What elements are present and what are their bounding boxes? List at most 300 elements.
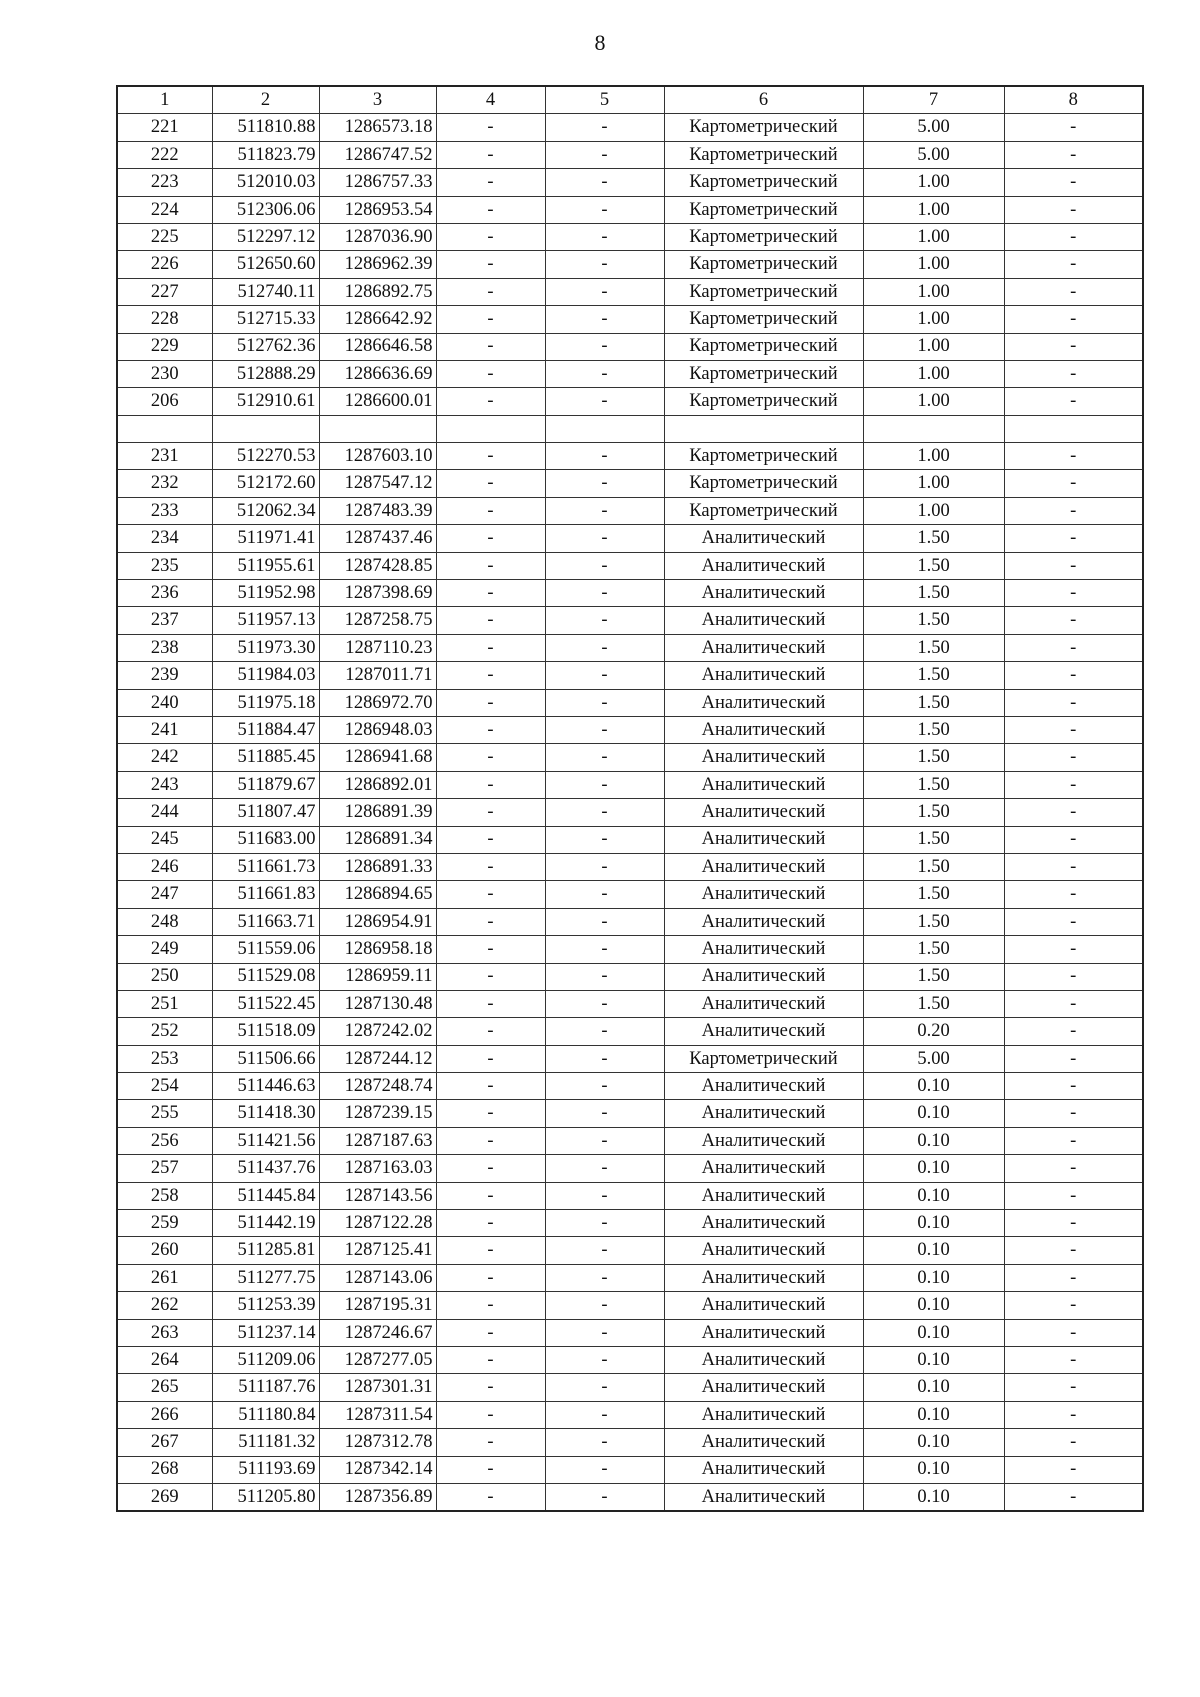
col5-cell: - <box>545 826 664 853</box>
table-row <box>117 1182 1143 1209</box>
x-coordinate-cell: 511559.06 <box>212 936 319 963</box>
table-row <box>117 771 1143 798</box>
col5-cell: - <box>545 1374 664 1401</box>
table-row <box>117 443 1143 470</box>
method-cell: Аналитический <box>664 853 863 880</box>
col4-cell: - <box>436 1264 545 1291</box>
method-cell: Аналитический <box>664 963 863 990</box>
accuracy-cell: 1.00 <box>863 169 1004 196</box>
col5-cell: - <box>545 963 664 990</box>
col8-cell: - <box>1004 333 1143 360</box>
x-coordinate-cell: 512270.53 <box>212 443 319 470</box>
point-number-cell: 223 <box>117 169 212 196</box>
point-number-cell: 263 <box>117 1319 212 1346</box>
method-cell: Аналитический <box>664 1456 863 1483</box>
col4-cell: - <box>436 826 545 853</box>
x-coordinate-cell: 512062.34 <box>212 497 319 524</box>
table-row <box>117 1319 1143 1346</box>
col5-cell: - <box>545 1155 664 1182</box>
point-number-cell: 244 <box>117 799 212 826</box>
point-number-cell: 262 <box>117 1292 212 1319</box>
col8-cell: - <box>1004 1018 1143 1045</box>
y-coordinate-cell: 1287547.12 <box>319 470 436 497</box>
table-row <box>117 662 1143 689</box>
col8-cell: - <box>1004 716 1143 743</box>
col8-cell: - <box>1004 580 1143 607</box>
x-coordinate-cell: 511975.18 <box>212 689 319 716</box>
x-coordinate-cell: 512297.12 <box>212 223 319 250</box>
col4-cell: - <box>436 689 545 716</box>
col4-cell: - <box>436 333 545 360</box>
x-coordinate-cell <box>212 415 319 442</box>
col5-cell: - <box>545 689 664 716</box>
x-coordinate-cell: 511823.79 <box>212 141 319 168</box>
col4-cell: - <box>436 278 545 305</box>
method-cell: Картометрический <box>664 333 863 360</box>
col8-cell: - <box>1004 744 1143 771</box>
point-number-cell: 259 <box>117 1210 212 1237</box>
y-coordinate-cell: 1287110.23 <box>319 634 436 661</box>
method-cell: Аналитический <box>664 1100 863 1127</box>
column-header: 1 <box>117 86 212 114</box>
accuracy-cell: 0.10 <box>863 1401 1004 1428</box>
accuracy-cell: 0.10 <box>863 1292 1004 1319</box>
col5-cell: - <box>545 388 664 415</box>
table-row <box>117 1127 1143 1154</box>
method-cell: Картометрический <box>664 388 863 415</box>
table-row <box>117 114 1143 141</box>
x-coordinate-cell: 511661.73 <box>212 853 319 880</box>
point-number-cell: 228 <box>117 306 212 333</box>
col4-cell: - <box>436 1401 545 1428</box>
accuracy-cell: 1.50 <box>863 744 1004 771</box>
y-coordinate-cell: 1286636.69 <box>319 360 436 387</box>
x-coordinate-cell: 512306.06 <box>212 196 319 223</box>
col5-cell: - <box>545 990 664 1017</box>
col5-cell: - <box>545 552 664 579</box>
col5-cell: - <box>545 1182 664 1209</box>
col4-cell: - <box>436 881 545 908</box>
x-coordinate-cell: 512740.11 <box>212 278 319 305</box>
table-row <box>117 881 1143 908</box>
accuracy-cell: 0.10 <box>863 1346 1004 1373</box>
accuracy-cell <box>863 415 1004 442</box>
accuracy-cell: 1.00 <box>863 360 1004 387</box>
col5-cell: - <box>545 1319 664 1346</box>
point-number-cell: 243 <box>117 771 212 798</box>
method-cell: Аналитический <box>664 1182 863 1209</box>
col4-cell: - <box>436 223 545 250</box>
method-cell: Аналитический <box>664 1483 863 1511</box>
table-row <box>117 716 1143 743</box>
point-number-cell: 249 <box>117 936 212 963</box>
y-coordinate-cell: 1287242.02 <box>319 1018 436 1045</box>
col5-cell: - <box>545 716 664 743</box>
accuracy-cell: 1.50 <box>863 853 1004 880</box>
method-cell: Картометрический <box>664 1045 863 1072</box>
point-number-cell: 236 <box>117 580 212 607</box>
accuracy-cell: 1.50 <box>863 799 1004 826</box>
col4-cell: - <box>436 388 545 415</box>
point-number-cell: 242 <box>117 744 212 771</box>
col8-cell: - <box>1004 881 1143 908</box>
point-number-cell: 239 <box>117 662 212 689</box>
point-number-cell: 238 <box>117 634 212 661</box>
method-cell: Аналитический <box>664 1346 863 1373</box>
col4-cell: - <box>436 1429 545 1456</box>
col4-cell: - <box>436 771 545 798</box>
col4-cell: - <box>436 251 545 278</box>
col4-cell: - <box>436 1155 545 1182</box>
y-coordinate-cell: 1287301.31 <box>319 1374 436 1401</box>
x-coordinate-cell: 512010.03 <box>212 169 319 196</box>
col8-cell: - <box>1004 936 1143 963</box>
col4-cell: - <box>436 936 545 963</box>
x-coordinate-cell: 511952.98 <box>212 580 319 607</box>
y-coordinate-cell: 1287356.89 <box>319 1483 436 1511</box>
col8-cell: - <box>1004 662 1143 689</box>
col4-cell: - <box>436 662 545 689</box>
point-number-cell: 260 <box>117 1237 212 1264</box>
table-row <box>117 963 1143 990</box>
table-row <box>117 826 1143 853</box>
y-coordinate-cell: 1286954.91 <box>319 908 436 935</box>
col5-cell: - <box>545 360 664 387</box>
point-number-cell: 267 <box>117 1429 212 1456</box>
accuracy-cell: 1.50 <box>863 908 1004 935</box>
point-number-cell: 240 <box>117 689 212 716</box>
point-number-cell: 206 <box>117 388 212 415</box>
table-row <box>117 223 1143 250</box>
x-coordinate-cell: 511973.30 <box>212 634 319 661</box>
y-coordinate-cell: 1287125.41 <box>319 1237 436 1264</box>
method-cell: Аналитический <box>664 607 863 634</box>
col4-cell <box>436 415 545 442</box>
y-coordinate-cell: 1286953.54 <box>319 196 436 223</box>
col8-cell: - <box>1004 1045 1143 1072</box>
col4-cell: - <box>436 196 545 223</box>
y-coordinate-cell: 1287398.69 <box>319 580 436 607</box>
col8-cell: - <box>1004 1292 1143 1319</box>
col8-cell: - <box>1004 771 1143 798</box>
accuracy-cell: 0.10 <box>863 1127 1004 1154</box>
method-cell <box>664 415 863 442</box>
col8-cell: - <box>1004 443 1143 470</box>
accuracy-cell: 1.00 <box>863 470 1004 497</box>
y-coordinate-cell: 1287603.10 <box>319 443 436 470</box>
point-number-cell: 252 <box>117 1018 212 1045</box>
col5-cell: - <box>545 1073 664 1100</box>
col5-cell: - <box>545 1264 664 1291</box>
col4-cell: - <box>436 470 545 497</box>
accuracy-cell: 1.00 <box>863 333 1004 360</box>
point-number-cell: 230 <box>117 360 212 387</box>
accuracy-cell: 1.50 <box>863 607 1004 634</box>
table-row <box>117 333 1143 360</box>
method-cell: Аналитический <box>664 1264 863 1291</box>
y-coordinate-cell: 1287187.63 <box>319 1127 436 1154</box>
method-cell: Аналитический <box>664 525 863 552</box>
table-row <box>117 306 1143 333</box>
point-number-cell <box>117 415 212 442</box>
accuracy-cell: 1.50 <box>863 580 1004 607</box>
col8-cell: - <box>1004 607 1143 634</box>
col4-cell: - <box>436 306 545 333</box>
col4-cell: - <box>436 908 545 935</box>
method-cell: Картометрический <box>664 443 863 470</box>
x-coordinate-cell: 511193.69 <box>212 1456 319 1483</box>
point-number-cell: 246 <box>117 853 212 880</box>
col8-cell: - <box>1004 689 1143 716</box>
accuracy-cell: 1.00 <box>863 278 1004 305</box>
accuracy-cell: 1.00 <box>863 388 1004 415</box>
col4-cell: - <box>436 1456 545 1483</box>
col8-cell: - <box>1004 306 1143 333</box>
method-cell: Аналитический <box>664 799 863 826</box>
x-coordinate-cell: 511518.09 <box>212 1018 319 1045</box>
x-coordinate-cell: 511663.71 <box>212 908 319 935</box>
point-number-cell: 265 <box>117 1374 212 1401</box>
column-header: 8 <box>1004 86 1143 114</box>
point-number-cell: 257 <box>117 1155 212 1182</box>
col8-cell: - <box>1004 1483 1143 1511</box>
col4-cell: - <box>436 1182 545 1209</box>
method-cell: Картометрический <box>664 251 863 278</box>
col4-cell: - <box>436 607 545 634</box>
col5-cell: - <box>545 580 664 607</box>
x-coordinate-cell: 512888.29 <box>212 360 319 387</box>
y-coordinate-cell: 1286958.18 <box>319 936 436 963</box>
point-number-cell: 231 <box>117 443 212 470</box>
y-coordinate-cell: 1287244.12 <box>319 1045 436 1072</box>
method-cell: Аналитический <box>664 1374 863 1401</box>
x-coordinate-cell: 511683.00 <box>212 826 319 853</box>
method-cell: Аналитический <box>664 771 863 798</box>
table-row <box>117 525 1143 552</box>
table-header-row <box>117 86 1143 114</box>
col4-cell: - <box>436 1127 545 1154</box>
column-header: 3 <box>319 86 436 114</box>
y-coordinate-cell: 1287311.54 <box>319 1401 436 1428</box>
method-cell: Аналитический <box>664 826 863 853</box>
col4-cell: - <box>436 1483 545 1511</box>
col5-cell: - <box>545 1100 664 1127</box>
col8-cell: - <box>1004 990 1143 1017</box>
point-number-cell: 255 <box>117 1100 212 1127</box>
method-cell: Картометрический <box>664 360 863 387</box>
col5-cell: - <box>545 223 664 250</box>
col4-cell: - <box>436 1018 545 1045</box>
x-coordinate-cell: 511180.84 <box>212 1401 319 1428</box>
method-cell: Аналитический <box>664 936 863 963</box>
col5-cell <box>545 415 664 442</box>
table-row <box>117 1429 1143 1456</box>
table-row <box>117 908 1143 935</box>
col8-cell: - <box>1004 853 1143 880</box>
column-header: 6 <box>664 86 863 114</box>
column-header: 4 <box>436 86 545 114</box>
table-row <box>117 1456 1143 1483</box>
y-coordinate-cell: 1286941.68 <box>319 744 436 771</box>
method-cell: Аналитический <box>664 744 863 771</box>
accuracy-cell: 0.10 <box>863 1182 1004 1209</box>
col4-cell: - <box>436 1045 545 1072</box>
table-row <box>117 1483 1143 1511</box>
column-header: 5 <box>545 86 664 114</box>
col8-cell: - <box>1004 552 1143 579</box>
y-coordinate-cell: 1287437.46 <box>319 525 436 552</box>
col4-cell: - <box>436 580 545 607</box>
accuracy-cell: 0.10 <box>863 1100 1004 1127</box>
x-coordinate-cell: 511971.41 <box>212 525 319 552</box>
method-cell: Аналитический <box>664 1401 863 1428</box>
col4-cell: - <box>436 744 545 771</box>
col4-cell: - <box>436 114 545 141</box>
x-coordinate-cell: 511529.08 <box>212 963 319 990</box>
table-row <box>117 1264 1143 1291</box>
col8-cell: - <box>1004 1210 1143 1237</box>
table-row <box>117 990 1143 1017</box>
table-row <box>117 1346 1143 1373</box>
y-coordinate-cell: 1287122.28 <box>319 1210 436 1237</box>
y-coordinate-cell: 1286757.33 <box>319 169 436 196</box>
col5-cell: - <box>545 251 664 278</box>
col4-cell: - <box>436 1210 545 1237</box>
accuracy-cell: 1.50 <box>863 662 1004 689</box>
method-cell: Аналитический <box>664 1073 863 1100</box>
point-number-cell: 253 <box>117 1045 212 1072</box>
col5-cell: - <box>545 497 664 524</box>
table-row <box>117 497 1143 524</box>
col4-cell: - <box>436 1100 545 1127</box>
y-coordinate-cell: 1286747.52 <box>319 141 436 168</box>
point-number-cell: 221 <box>117 114 212 141</box>
col8-cell: - <box>1004 1237 1143 1264</box>
col4-cell: - <box>436 141 545 168</box>
method-cell: Картометрический <box>664 497 863 524</box>
y-coordinate-cell: 1287246.67 <box>319 1319 436 1346</box>
col5-cell: - <box>545 771 664 798</box>
col5-cell: - <box>545 908 664 935</box>
method-cell: Картометрический <box>664 196 863 223</box>
x-coordinate-cell: 511237.14 <box>212 1319 319 1346</box>
table-row <box>117 1401 1143 1428</box>
point-number-cell: 232 <box>117 470 212 497</box>
x-coordinate-cell: 511506.66 <box>212 1045 319 1072</box>
col8-cell: - <box>1004 360 1143 387</box>
col5-cell: - <box>545 1018 664 1045</box>
accuracy-cell: 1.50 <box>863 771 1004 798</box>
y-coordinate-cell: 1286600.01 <box>319 388 436 415</box>
y-coordinate-cell: 1287143.56 <box>319 1182 436 1209</box>
accuracy-cell: 1.00 <box>863 306 1004 333</box>
col5-cell: - <box>545 278 664 305</box>
accuracy-cell: 5.00 <box>863 114 1004 141</box>
point-number-cell: 237 <box>117 607 212 634</box>
col5-cell: - <box>545 1292 664 1319</box>
col5-cell: - <box>545 141 664 168</box>
x-coordinate-cell: 511661.83 <box>212 881 319 908</box>
col5-cell: - <box>545 607 664 634</box>
col5-cell: - <box>545 443 664 470</box>
y-coordinate-cell: 1287248.74 <box>319 1073 436 1100</box>
y-coordinate-cell: 1287130.48 <box>319 990 436 1017</box>
col4-cell: - <box>436 497 545 524</box>
table-row <box>117 1210 1143 1237</box>
col5-cell: - <box>545 1456 664 1483</box>
col5-cell: - <box>545 1127 664 1154</box>
point-number-cell: 256 <box>117 1127 212 1154</box>
method-cell: Аналитический <box>664 689 863 716</box>
x-coordinate-cell: 511421.56 <box>212 1127 319 1154</box>
table-row <box>117 634 1143 661</box>
col5-cell: - <box>545 169 664 196</box>
method-cell: Аналитический <box>664 1155 863 1182</box>
method-cell: Аналитический <box>664 1237 863 1264</box>
table-row <box>117 607 1143 634</box>
col8-cell: - <box>1004 908 1143 935</box>
col8-cell: - <box>1004 388 1143 415</box>
col5-cell: - <box>545 470 664 497</box>
accuracy-cell: 1.00 <box>863 497 1004 524</box>
col5-cell: - <box>545 1237 664 1264</box>
col8-cell: - <box>1004 1182 1143 1209</box>
col4-cell: - <box>436 1319 545 1346</box>
accuracy-cell: 1.50 <box>863 936 1004 963</box>
col4-cell: - <box>436 1073 545 1100</box>
col4-cell: - <box>436 1374 545 1401</box>
accuracy-cell: 0.10 <box>863 1073 1004 1100</box>
accuracy-cell: 1.50 <box>863 990 1004 1017</box>
accuracy-cell: 5.00 <box>863 141 1004 168</box>
y-coordinate-cell: 1287163.03 <box>319 1155 436 1182</box>
table-row <box>117 470 1143 497</box>
table-row <box>117 278 1143 305</box>
y-coordinate-cell: 1286892.01 <box>319 771 436 798</box>
col4-cell: - <box>436 963 545 990</box>
y-coordinate-cell: 1286962.39 <box>319 251 436 278</box>
col8-cell: - <box>1004 1127 1143 1154</box>
point-number-cell: 226 <box>117 251 212 278</box>
y-coordinate-cell: 1286891.34 <box>319 826 436 853</box>
col4-cell: - <box>436 1237 545 1264</box>
method-cell: Картометрический <box>664 141 863 168</box>
col8-cell: - <box>1004 1374 1143 1401</box>
accuracy-cell: 1.50 <box>863 525 1004 552</box>
y-coordinate-cell: 1286959.11 <box>319 963 436 990</box>
page-number: 8 <box>594 30 606 55</box>
method-cell: Аналитический <box>664 662 863 689</box>
y-coordinate-cell: 1287277.05 <box>319 1346 436 1373</box>
point-number-cell: 261 <box>117 1264 212 1291</box>
x-coordinate-cell: 511807.47 <box>212 799 319 826</box>
x-coordinate-cell: 512762.36 <box>212 333 319 360</box>
method-cell: Картометрический <box>664 470 863 497</box>
table-row <box>117 1237 1143 1264</box>
accuracy-cell: 0.10 <box>863 1155 1004 1182</box>
table-row <box>117 196 1143 223</box>
method-cell: Картометрический <box>664 114 863 141</box>
table-row <box>117 169 1143 196</box>
y-coordinate-cell: 1286573.18 <box>319 114 436 141</box>
col4-cell: - <box>436 1346 545 1373</box>
method-cell: Аналитический <box>664 881 863 908</box>
accuracy-cell: 0.10 <box>863 1483 1004 1511</box>
y-coordinate-cell <box>319 415 436 442</box>
x-coordinate-cell: 512715.33 <box>212 306 319 333</box>
col5-cell: - <box>545 1401 664 1428</box>
col8-cell: - <box>1004 1401 1143 1428</box>
